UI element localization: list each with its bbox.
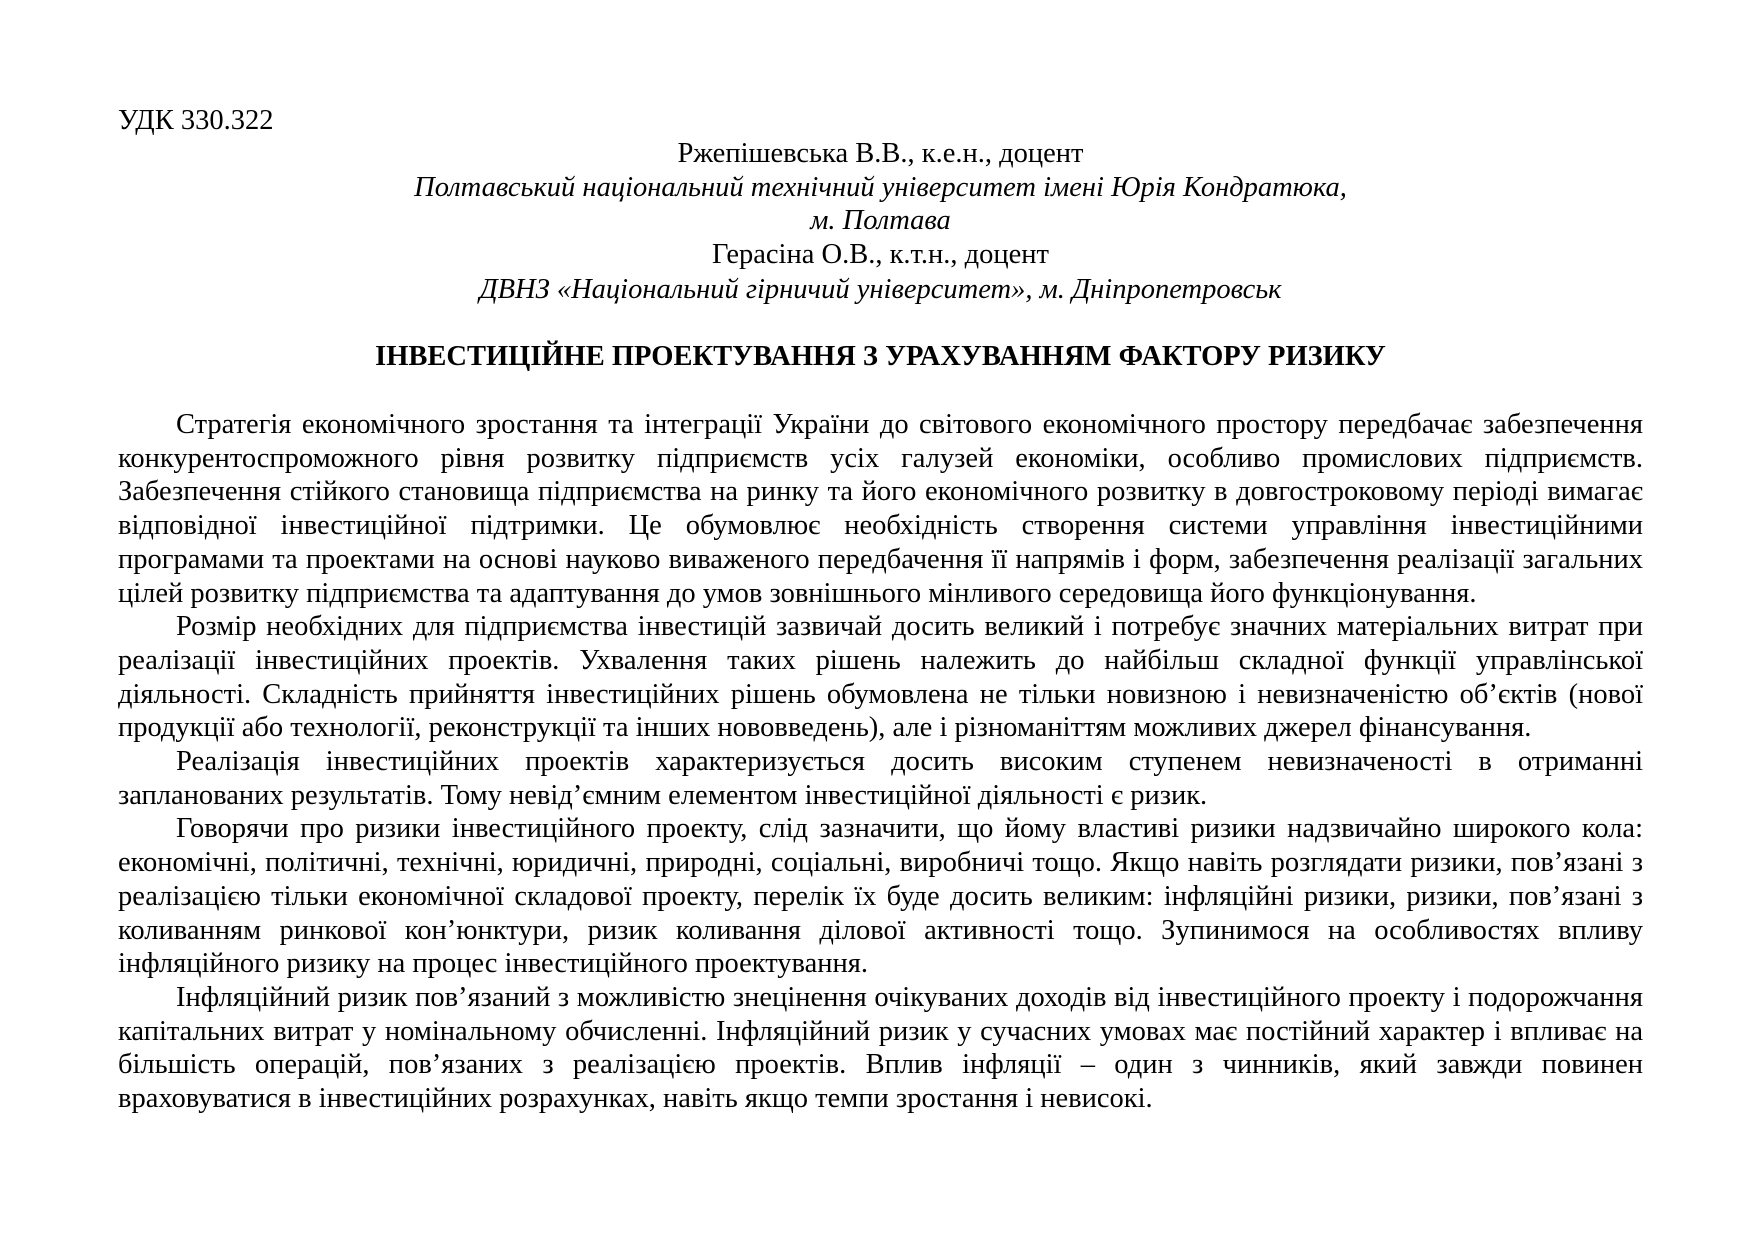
author-2-name: Герасіна О.В., к.т.н., доцент — [712, 239, 1049, 270]
udc-code: УДК 330.322 — [118, 105, 274, 136]
author-2-affiliation: ДВНЗ «Національний гірничий університет», м. Дніпропетровськ — [479, 274, 1282, 305]
paragraph: Говорячи про ризики інвестиційного проекту, слід зазначити, що йому властиві ризики надзвичайно широкого кола: економічні, політичні, технічні, юридичні, природні, соціальні, виробничі тощо. Якщо навіть розглядати ризики, пов’язані з реалізацією тільки економічної складової проекту, перелік їх буде досить великим: інфляційні ризики, ризики, пов’язані з коливанням ринкової кон’юнктури, ризик коливання ділової активності тощо. Зупинимося на особливостях впливу інфляційного ризику на процес інвестиційного проектування. — [118, 813, 1643, 980]
article-title: ІНВЕСТИЦІЙНЕ ПРОЕКТУВАННЯ З УРАХУВАННЯМ ФАКТОРУ РИЗИКУ — [375, 341, 1386, 372]
author-1-affiliation: Полтавський національний технічний університет імені Юрія Кондратюка, — [414, 172, 1347, 203]
paragraph: Реалізація інвестиційних проектів характеризується досить високим ступенем невизначеності в отриманні запланованих результатів. Тому невід’ємним елементом інвестиційної діяльності є ризик. — [118, 746, 1643, 811]
author-1-city: м. Полтава — [810, 205, 951, 236]
author-1-name: Ржепішевська В.В., к.е.н., доцент — [677, 138, 1084, 169]
paragraph: Інфляційний ризик пов’язаний з можливістю знецінення очікуваних доходів від інвестиційного проекту і подорожчання капітальних витрат у номінальному обчисленні. Інфляційний ризик у сучасних умовах має постійний характер і впливає на більшість операцій, пов’язаних з реалізацією проектів. Вплив інфляції – один з чинників, який завжди повинен враховуватися в інвестиційних розрахунках, навіть якщо темпи зростання і невисокі. — [118, 981, 1643, 1115]
article-body — [118, 408, 1643, 1116]
paragraph: Стратегія економічного зростання та інтеграції України до світового економічного простору передбачає забезпечення конкурентоспроможного рівня розвитку підприємств усіх галузей економіки, особливо промислових підприємств. Забезпечення стійкого становища підприємства на ринку та його економічного розвитку в довгостроковому періоді вимагає відповідної інвестиційної підтримки. Це обумовлює необхідність створення системи управління інвестиційними програмами та проектами на основі науково виваженого передбачення її напрямів і форм, забезпечення реалізації загальних цілей розвитку підприємства та адаптування до умов зовнішнього мінливого середовища його функціонування. — [118, 409, 1643, 609]
paragraph: Розмір необхідних для підприємства інвестицій зазвичай досить великий і потребує значних матеріальних витрат при реалізації інвестиційних проектів. Ухвалення таких рішень належить до найбільш складної функції управлінської діяльності. Складність прийняття інвестиційних рішень обумовлена не тільки новизною і невизначеністю об’єктів (нової продукції або технології, реконструкції та інших нововведень), але і різноманіттям можливих джерел фінансування. — [118, 611, 1643, 744]
